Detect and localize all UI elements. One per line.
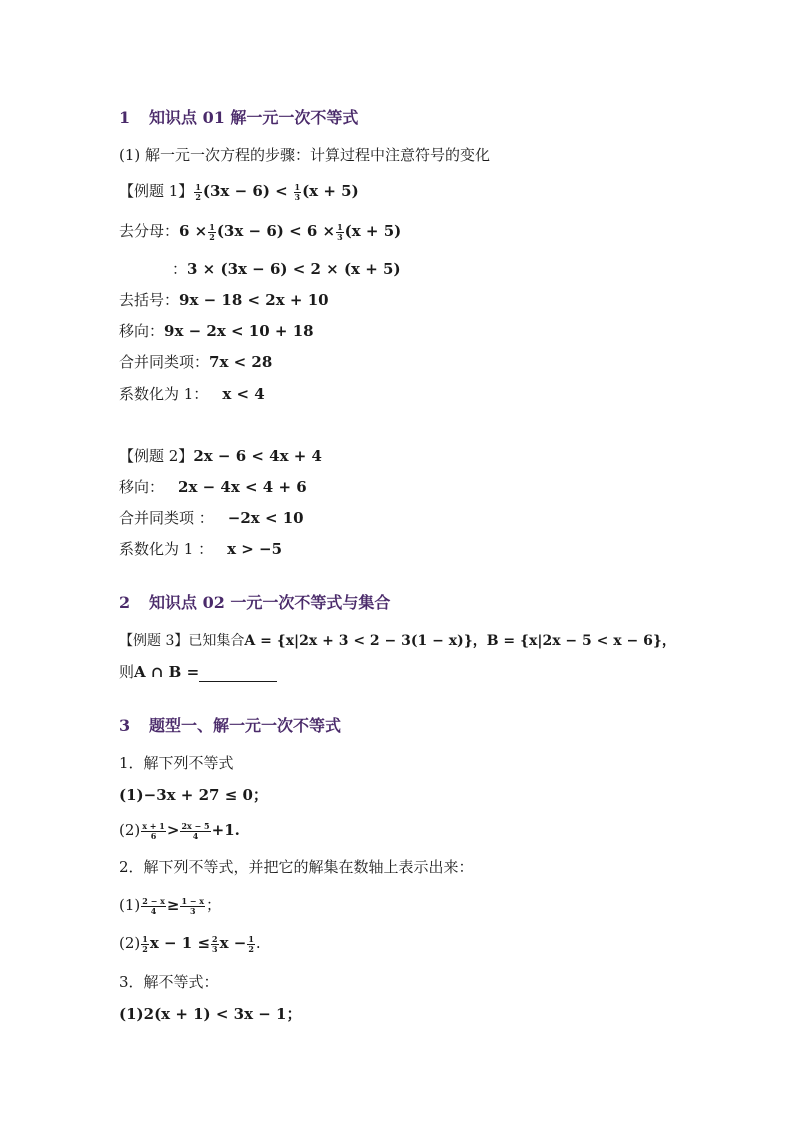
- fraction-half: $\frac{1}{2}$: [209, 221, 215, 242]
- math-expression: (3x − 6) < 6 ×: [216, 222, 336, 240]
- question-1: 1．解下列不等式: [119, 754, 234, 772]
- math-expression: 7x < 28: [209, 353, 273, 371]
- section-title: 知识点 01 解一元一次不等式: [149, 108, 359, 127]
- fraction: $\frac{2 - x}{4}$: [142, 895, 165, 916]
- punctuation: ；: [206, 896, 222, 914]
- section-title: 知识点 02 一元一次不等式与集合: [149, 593, 391, 612]
- math-expression: A ∩ B =: [134, 663, 200, 681]
- math-expression: 2x − 6 < 4x + 4: [193, 447, 322, 465]
- math-expression: 3 × (3x − 6) < 2 × (x + 5): [187, 260, 401, 278]
- fraction-half: $\frac{1}{2}$: [248, 933, 254, 954]
- example-3-answer: [119, 662, 277, 682]
- example-1: [119, 181, 359, 202]
- section-number: 1: [119, 108, 131, 127]
- example-label: 【例题 2】: [119, 447, 194, 465]
- step-qufenmu: [119, 221, 401, 242]
- question-1-2: [119, 820, 240, 841]
- math-expression: x − 1 ≤: [149, 934, 211, 952]
- math-expression: 2x − 4x < 4 + 6: [178, 478, 307, 496]
- math-expression: (3x − 6) <: [202, 182, 288, 200]
- math-expression: (x + 5): [344, 222, 402, 240]
- fraction-half: $\frac{1}{2}$: [195, 181, 201, 202]
- math-expression: x −: [219, 934, 247, 952]
- punctuation: .: [255, 934, 261, 952]
- step-label: 去括号：: [119, 291, 180, 309]
- step-label: 系数化为 1 ：: [119, 540, 214, 558]
- math-expression: 9x − 2x < 10 + 18: [164, 322, 314, 340]
- section-heading-3: [119, 716, 341, 736]
- math-expression: (1)2(x + 1) < 3x − 1；: [119, 1005, 302, 1023]
- item-number: (2): [119, 821, 141, 839]
- example-label: 【例题 1】: [119, 182, 194, 200]
- math-expression: 9x − 18 < 2x + 10: [179, 291, 329, 309]
- item-number: (2): [119, 934, 141, 952]
- question-2-2: [119, 933, 261, 954]
- question-2: 2．解下列不等式，并把它的解集在数轴上表示出来：: [119, 858, 474, 876]
- step-label: 系数化为 1：: [119, 385, 209, 403]
- step-qukuohao: [119, 290, 329, 310]
- math-operator: >: [166, 821, 180, 839]
- set-a: A = {x|2x + 3 < 2 − 3(1 − x)}，: [244, 633, 487, 649]
- fraction: $\frac{1 - x}{3}$: [181, 895, 205, 916]
- math-expression: −2x < 10: [227, 509, 304, 527]
- math-expression: (1)−3x + 27 ≤ 0；: [119, 786, 268, 804]
- math-expression: x > −5: [227, 540, 283, 558]
- step-label: 合并同类项：: [119, 353, 210, 371]
- then-text: 则: [119, 663, 135, 681]
- math-expression: 6 ×: [179, 222, 208, 240]
- example-2: [119, 446, 322, 466]
- section-heading-1: [119, 108, 358, 128]
- step-hebing: [119, 352, 272, 372]
- math-expression: x < 4: [222, 385, 265, 403]
- question-1-1: [119, 785, 268, 805]
- fraction-half: $\frac{1}{2}$: [142, 933, 148, 954]
- fraction-twothirds: $\frac{2}{3}$: [212, 933, 218, 954]
- intro-text: (1) 解一元一次方程的步骤：计算过程中注意符号的变化: [119, 146, 491, 164]
- step-label: 移向：: [119, 322, 165, 340]
- ex2-yixiang: [119, 477, 307, 497]
- set-b: B = {x|2x − 5 < x − 6}，: [486, 633, 676, 649]
- step-yixiang: [119, 321, 314, 341]
- step-label: ：: [172, 260, 188, 278]
- section-number: 3: [119, 716, 131, 735]
- ex2-hebing: [119, 508, 304, 528]
- step-label: 去分母：: [119, 222, 180, 240]
- example-3: [119, 631, 676, 651]
- math-expression: (x + 5): [302, 182, 359, 200]
- section-number: 2: [119, 593, 131, 612]
- question-3: 3．解不等式：: [119, 973, 219, 991]
- answer-blank: [199, 667, 277, 682]
- ex2-xishu: [119, 539, 282, 559]
- question-2-1: [119, 895, 221, 916]
- fraction: $\frac{x + 1}{6}$: [142, 820, 165, 841]
- section-heading-2: [119, 593, 390, 613]
- math-operator: ≥: [166, 896, 180, 914]
- fraction-third: $\frac{1}{3}$: [337, 221, 343, 242]
- section-title: 题型一、解一元一次不等式: [149, 716, 342, 735]
- step-qufenmu-result: [172, 259, 401, 279]
- step-xishu: [119, 384, 265, 404]
- step-label: 合并同类项 ：: [119, 509, 214, 527]
- fraction-third: $\frac{1}{3}$: [294, 181, 301, 202]
- example-label: 【例题 3】: [119, 633, 189, 649]
- math-expression: +1.: [211, 821, 240, 839]
- step-label: 移向：: [119, 478, 165, 496]
- example-text: 已知集合: [188, 633, 245, 649]
- question-3-1: [119, 1004, 302, 1024]
- item-number: (1): [119, 896, 141, 914]
- fraction: $\frac{2x - 5}{4}$: [181, 820, 210, 841]
